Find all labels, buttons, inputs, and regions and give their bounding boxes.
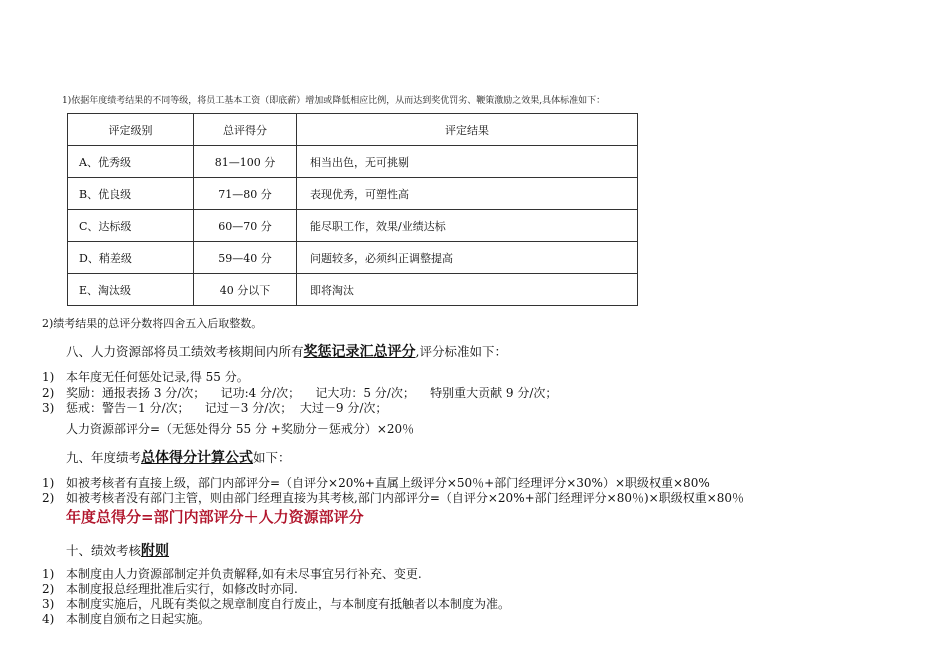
item-text: 惩戒：警告－1 分/次； 记过－3 分/次； 大过－9 分/次； (66, 401, 388, 415)
cell-level: B、优良级 (68, 178, 194, 210)
item-number: 2) (42, 582, 55, 596)
table-row (68, 242, 638, 274)
header-score: 总评得分 (194, 114, 297, 146)
table-header-row (68, 114, 638, 146)
item-number: 2) (42, 386, 55, 400)
item-text: 本制度由人力资源部制定并负责解释,如有未尽事宜另行补充、变更. (66, 567, 422, 581)
section-9-emphasis: 总体得分计算公式 (141, 450, 254, 466)
table-row (68, 178, 638, 210)
cell-result: 表现优秀，可塑性高 (297, 178, 638, 210)
cell-score: 60—70 分 (194, 210, 297, 242)
table-row (68, 210, 638, 242)
item-number: 2) (42, 491, 55, 505)
section-10-prefix: 十、绩效考核 (66, 543, 142, 558)
section-9-heading (66, 447, 291, 467)
item-text: 本制度实施后，凡既有类似之规章制度自行废止，与本制度有抵触者以本制度为准。 (66, 597, 511, 611)
cell-result: 能尽职工作，效果/业绩达标 (297, 210, 638, 242)
item-number: 1) (42, 370, 55, 384)
item-text: 本制度报总经理批准后实行，如修改时亦同. (66, 582, 298, 596)
item-number: 1) (42, 476, 55, 490)
list-item (42, 368, 249, 385)
header-result: 评定结果 (297, 114, 638, 146)
cell-score: 81—100 分 (194, 146, 297, 178)
list-item (42, 399, 387, 416)
list-item (42, 610, 210, 627)
item-text: 如被考核者有直接上级，部门内部评分=（自评分×20%+直属上级评分×50％+部门经理评分×30%）×职级权重×80% (66, 476, 710, 490)
item-number: 1) (42, 567, 55, 581)
item-text: 本年度无任何惩处记录,得 55 分。 (66, 370, 249, 384)
cell-level: D、稍差级 (68, 242, 194, 274)
cell-result: 问题较多，必须纠正调整提高 (297, 242, 638, 274)
cell-level: C、达标级 (68, 210, 194, 242)
grade-table (67, 113, 638, 306)
section-8-prefix: 八、人力资源部将员工绩效考核期间内所有 (66, 344, 304, 359)
item-number: 3) (42, 597, 55, 611)
intro-text: 1)依据年度绩考结果的不同等级，将员工基本工资（即底薪）增加或降低相应比例，从而达到奖优罚劣、鞭策激励之效果,具体标准如下： (62, 96, 606, 106)
section-8-suffix: ,评分标准如下： (415, 344, 507, 359)
item-text: 本制度自颁布之日起实施。 (66, 612, 211, 626)
item-text: 如被考核者没有部门主管，则由部门经理直接为其考核,部门内部评分=（自评分×20%+部门经理评分×80％)×职级权重×80％ (66, 491, 745, 505)
total-score-formula: 年度总得分=部门内部评分＋人力资源部评分 (66, 508, 364, 526)
cell-score: 59—40 分 (194, 242, 297, 274)
cell-result: 即将淘汰 (297, 274, 638, 306)
section-10-emphasis: 附则 (141, 543, 170, 559)
section-9-suffix: 如下： (253, 450, 291, 465)
cell-score: 40 分以下 (194, 274, 297, 306)
item-text: 奖励：通报表扬 3 分/次； 记功:4 分/次； 记大功：5 分/次； 特别重大贡献 9 分/次； (66, 386, 558, 400)
section-9-prefix: 九、年度绩考 (66, 450, 142, 465)
section-10-heading (66, 540, 169, 560)
cell-score: 71—80 分 (194, 178, 297, 210)
list-item (42, 489, 744, 506)
rounding-note: 2)绩考结果的总评分数将四舍五入后取整数。 (42, 317, 263, 330)
table-row (68, 146, 638, 178)
table-row (68, 274, 638, 306)
cell-result: 相当出色，无可挑剔 (297, 146, 638, 178)
item-number: 4) (42, 612, 55, 626)
section-8-emphasis: 奖惩记录汇总评分 (303, 344, 416, 360)
header-level: 评定级别 (68, 114, 194, 146)
cell-level: E、淘汰级 (68, 274, 194, 306)
item-number: 3) (42, 401, 55, 415)
cell-level: A、优秀级 (68, 146, 194, 178)
hr-score-formula: 人力资源部评分=（无惩处得分 55 分 +奖励分－惩戒分）×20％ (66, 422, 415, 436)
section-8-heading (66, 341, 507, 361)
